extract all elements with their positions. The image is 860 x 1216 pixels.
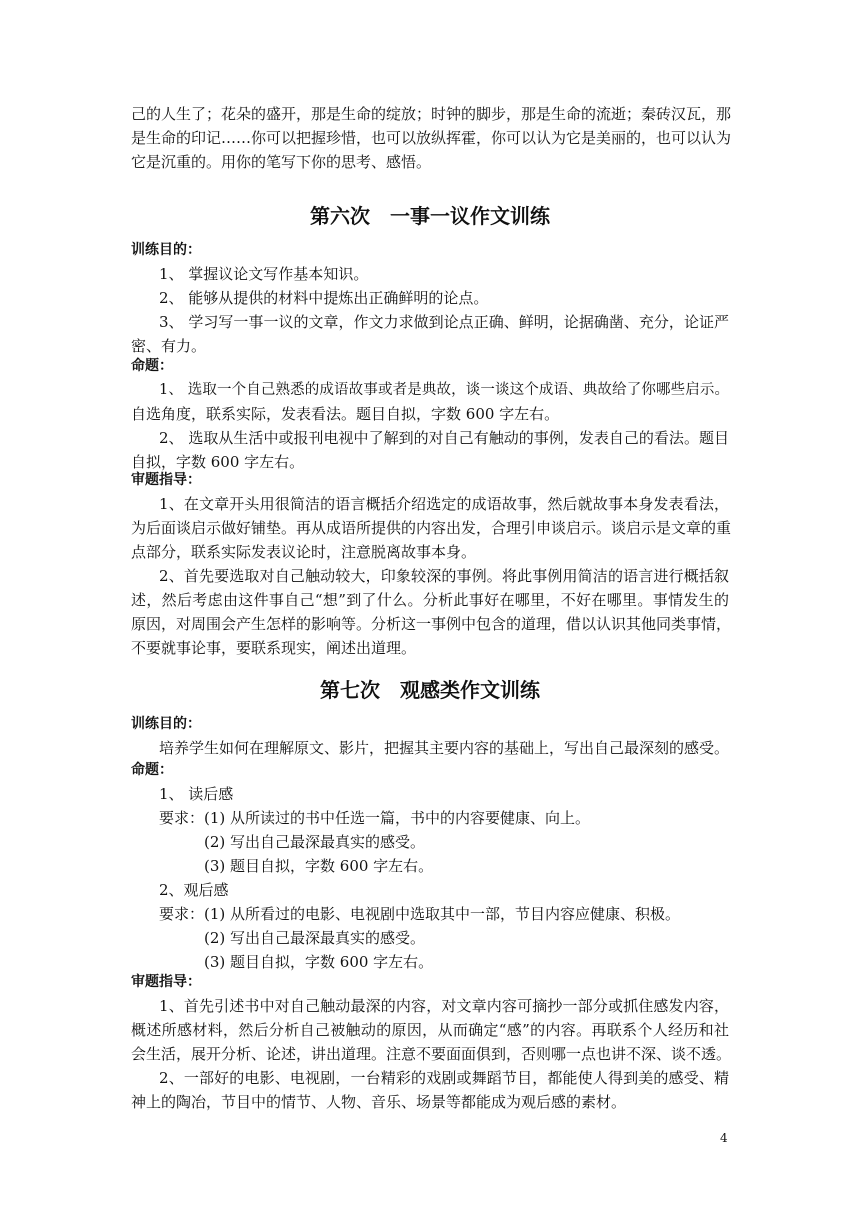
paragraph-line: 原因，对周围会产生怎样的影响等。分析这一事例中包含的道理，借以认识其他同类事情，	[131, 615, 732, 633]
section-7-topic-label: 命题：	[131, 762, 173, 778]
list-item: 1、 读后感	[159, 785, 234, 803]
intro-line: 它是沉重的。用你的笔写下你的思考、感悟。	[131, 153, 432, 171]
list-item: 2、观后感	[159, 881, 229, 899]
paragraph-line: 培养学生如何在理解原文、影片，把握其主要内容的基础上，写出自己最深刻的感受。	[159, 739, 730, 757]
paragraph-line: 概述所感材料，然后分析自己被触动的原因，从而确定“感”的内容。再联系个人经历和社	[131, 1021, 729, 1039]
list-item: 要求：(1) 从所读过的书中任选一篇，书中的内容要健康、向上。	[159, 809, 591, 827]
paragraph-line: 点部分，联系实际发表议论时，注意脱离故事本身。	[131, 543, 477, 561]
paragraph-line: 不要就事论事，要联系现实，阐述出道理。	[131, 639, 417, 657]
paragraph-line: 2、首先要选取对自己触动较大，印象较深的事例。将此事例用简洁的语言进行概括叙	[159, 567, 729, 585]
list-item: 自选角度，联系实际，发表看法。题目自拟，字数 600 字左右。	[131, 405, 560, 423]
section-6-guide-label: 审题指导：	[131, 472, 201, 488]
paragraph-line: 述，然后考虑由这件事自己“想”到了什么。分析此事好在哪里，不好在哪里。事情发生的	[131, 591, 729, 609]
list-item: (3) 题目自拟，字数 600 字左右。	[204, 857, 434, 875]
paragraph-line: 会生活，展开分析、论述，讲出道理。注意不要面面俱到，否则哪一点也讲不深、谈不透。	[131, 1045, 732, 1063]
paragraph-line: 2、一部好的电影、电视剧，一台精彩的戏剧或舞蹈节目，都能使人得到美的感受、精	[159, 1069, 729, 1087]
list-item: 2、 能够从提供的材料中提炼出正确鲜明的论点。	[159, 289, 489, 307]
section-7-guide-label: 审题指导：	[131, 974, 201, 990]
list-item: 密、有力。	[131, 337, 207, 355]
section-7-purpose-label: 训练目的：	[131, 716, 201, 732]
paragraph-line: 为后面谈启示做好铺垫。再从成语所提供的内容出发，合理引申谈启示。谈启示是文章的重	[131, 519, 732, 537]
list-item: 3、 学习写一事一议的文章，作文力求做到论点正确、鲜明，论据确凿、充分，论证严	[159, 313, 729, 331]
section-6-topic-label: 命题：	[131, 358, 173, 374]
list-item: 要求：(1) 从所看过的电影、电视剧中选取其中一部，节目内容应健康、积极。	[159, 905, 681, 923]
intro-line: 是生命的印记……你可以把握珍惜，也可以放纵挥霍，你可以认为它是美丽的，也可以认为	[131, 129, 732, 147]
paragraph-line: 1、在文章开头用很简洁的语言概括介绍选定的成语故事，然后就故事本身发表看法，	[159, 495, 729, 513]
list-item: 1、 选取一个自己熟悉的成语故事或者是典故，谈一谈这个成语、典故给了你哪些启示。	[159, 382, 729, 398]
paragraph-line: 神上的陶冶，节目中的情节、人物、音乐、场景等都能成为观后感的素材。	[131, 1093, 627, 1111]
list-item: 2、 选取从生活中或报刊电视中了解到的对自己有触动的事例，发表自己的看法。题目	[159, 429, 729, 447]
page-number: 4	[720, 1131, 728, 1145]
intro-line: 己的人生了；花朵的盛开，那是生命的绽放；时钟的脚步，那是生命的流逝；秦砖汉瓦，那	[131, 105, 732, 123]
section-7-title: 第七次 观感类作文训练	[320, 678, 540, 702]
section-6-purpose-label: 训练目的：	[131, 242, 201, 258]
list-item: 1、 掌握议论文写作基本知识。	[159, 265, 369, 283]
list-item: (3) 题目自拟，字数 600 字左右。	[204, 953, 434, 971]
list-item: (2) 写出自己最深最真实的感受。	[204, 833, 426, 851]
paragraph-line: 1、首先引述书中对自己触动最深的内容，对文章内容可摘抄一部分或抓住感发内容，	[159, 997, 729, 1015]
section-6-title: 第六次 一事一议作文训练	[310, 204, 550, 228]
list-item: (2) 写出自己最深最真实的感受。	[204, 929, 426, 947]
list-item: 自拟，字数 600 字左右。	[131, 453, 305, 471]
